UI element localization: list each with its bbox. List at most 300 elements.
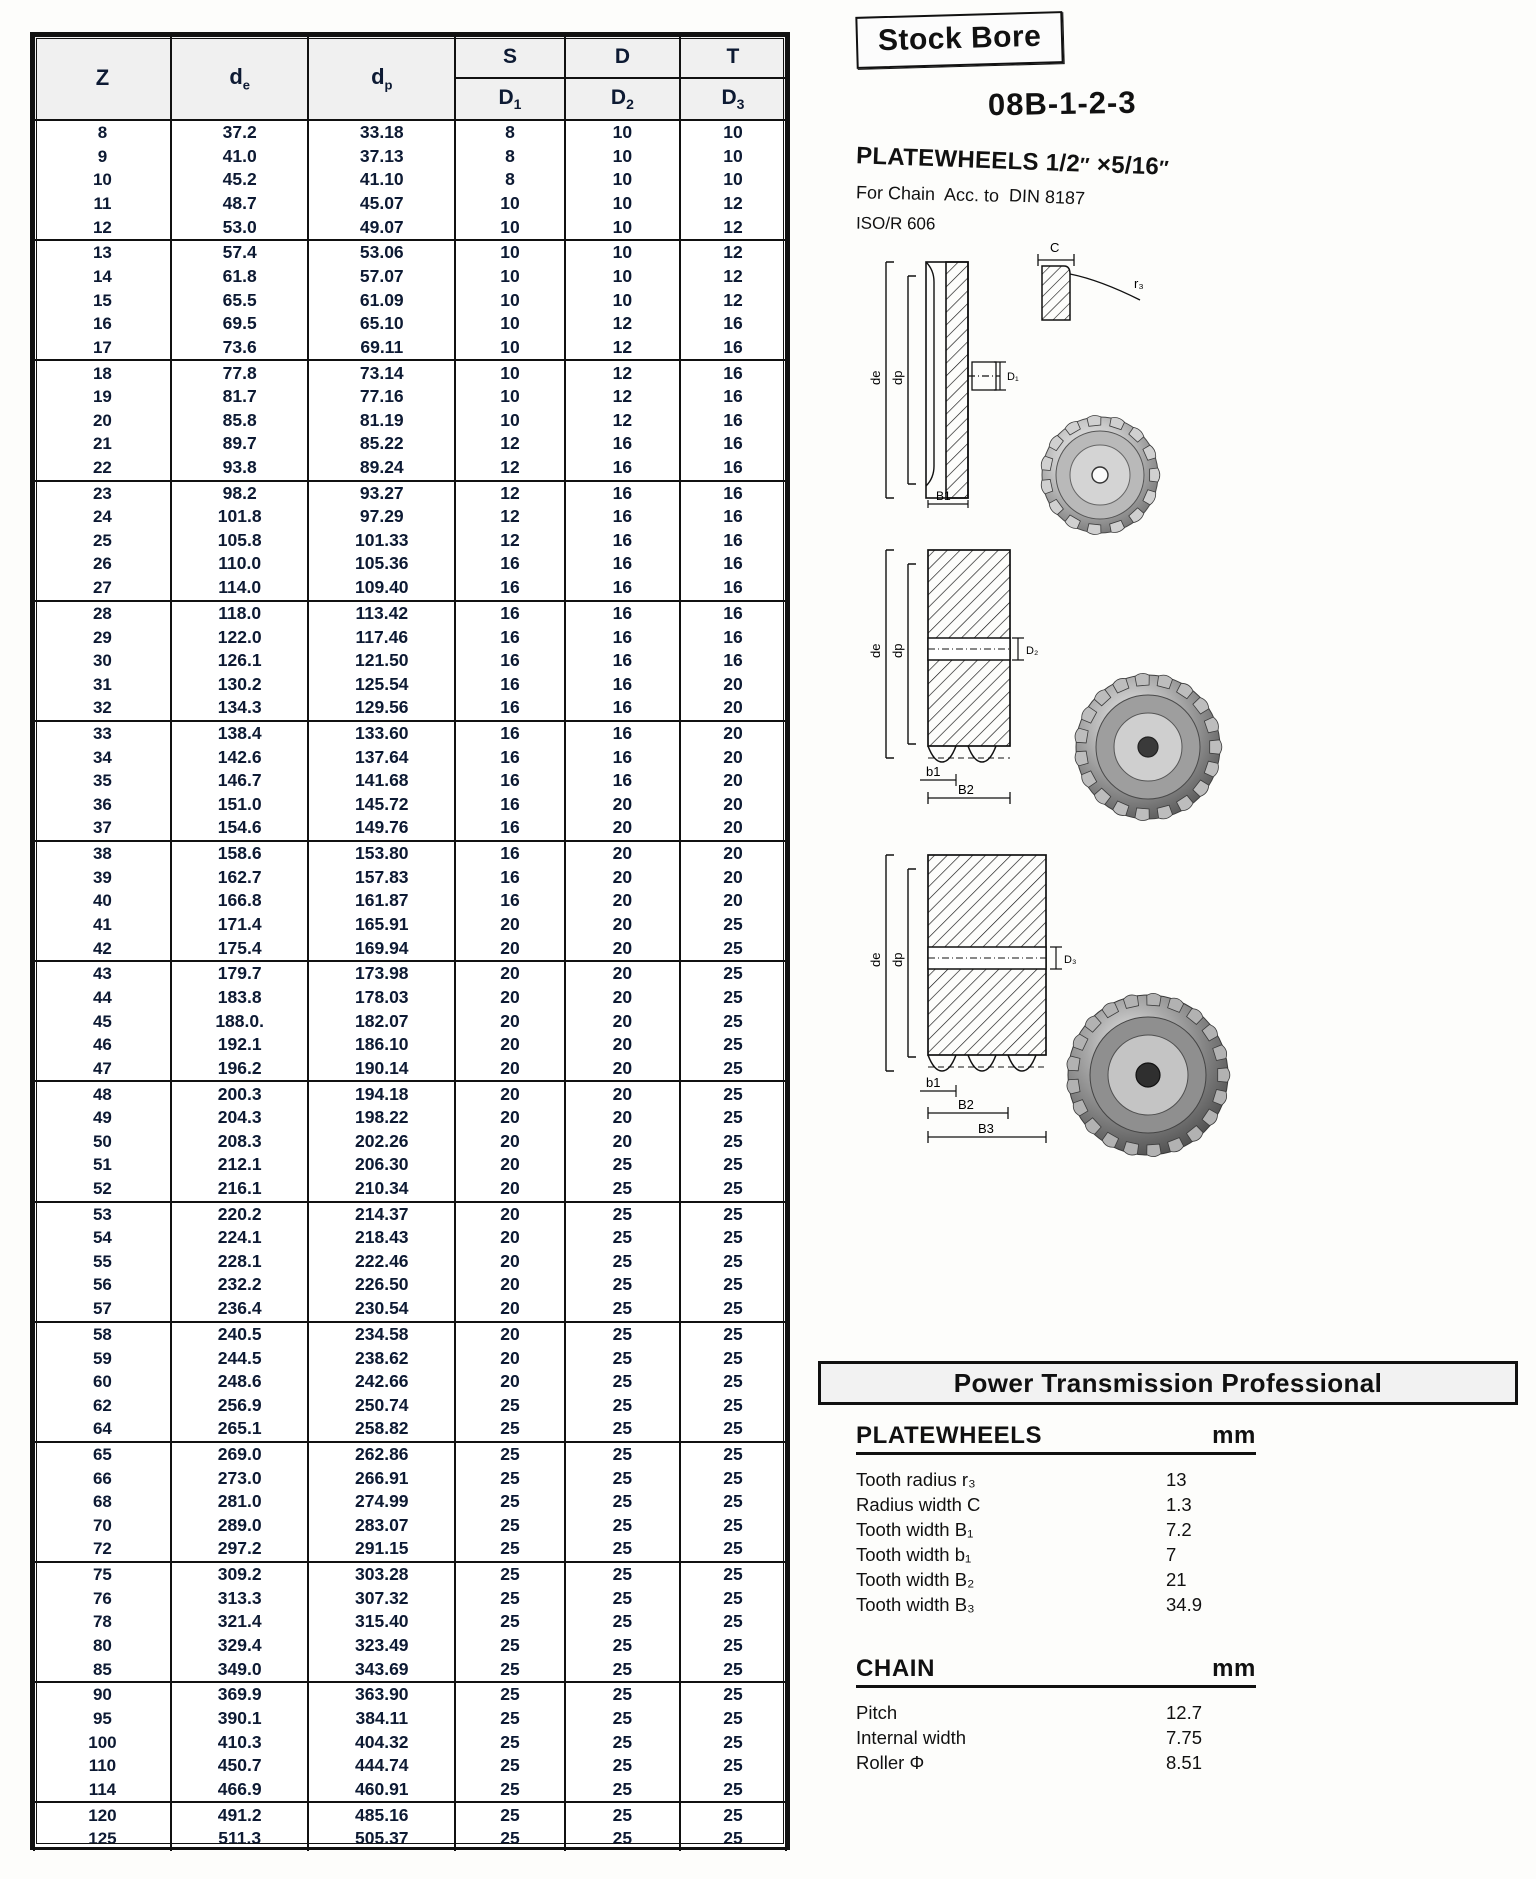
- platewheels-spec-value: 13: [1166, 1469, 1187, 1490]
- table-cell: 313.3: [171, 1587, 309, 1611]
- table-cell: 25: [455, 1490, 565, 1514]
- table-cell: 44: [34, 986, 171, 1010]
- table-cell: 16: [455, 673, 565, 697]
- table-cell: 72: [34, 1537, 171, 1562]
- table-cell: 16: [565, 576, 680, 601]
- table-cell: 25: [680, 1657, 786, 1682]
- table-cell: 20: [455, 1202, 565, 1227]
- table-cell: 20: [455, 1346, 565, 1370]
- platewheels-spec-label: Tooth width B₂: [856, 1569, 975, 1590]
- table-cell: 126.1: [171, 649, 309, 673]
- table-cell: 61.09: [308, 288, 455, 312]
- table-cell: 85.8: [171, 409, 309, 433]
- table-cell: 20: [455, 1081, 565, 1106]
- table-row: [34, 1081, 786, 1106]
- label-dp-3: dp: [890, 952, 905, 967]
- table-row: [34, 1682, 786, 1707]
- table-cell: 10: [565, 120, 680, 145]
- table-cell: 12: [680, 192, 786, 216]
- table-cell: 46: [34, 1033, 171, 1057]
- table-cell: 25: [680, 1370, 786, 1394]
- table-cell: 25: [680, 1514, 786, 1538]
- table-cell: 10: [680, 168, 786, 192]
- table-cell: 10: [455, 312, 565, 336]
- table-cell: 53: [34, 1202, 171, 1227]
- table-cell: 309.2: [171, 1562, 309, 1587]
- table-cell: 16: [455, 601, 565, 626]
- table-cell: 69.5: [171, 312, 309, 336]
- dimension-table: [30, 32, 790, 1850]
- table-row: [34, 625, 786, 649]
- table-cell: 183.8: [171, 986, 309, 1010]
- table-cell: 25: [565, 1802, 680, 1827]
- table-cell: 110: [34, 1754, 171, 1778]
- table-row: [34, 1130, 786, 1154]
- table-cell: 55: [34, 1250, 171, 1274]
- table-row: [34, 1610, 786, 1634]
- table-cell: 129.56: [308, 696, 455, 721]
- platewheels-spec-value: 7.2: [1166, 1519, 1192, 1540]
- table-cell: 505.37: [308, 1827, 455, 1851]
- table-cell: 20: [680, 721, 786, 746]
- chain-spec-label: Pitch: [856, 1702, 898, 1723]
- table-cell: 105.8: [171, 529, 309, 553]
- table-cell: 188.0.: [171, 1010, 309, 1034]
- table-cell: 20: [680, 816, 786, 841]
- table-cell: 25: [565, 1610, 680, 1634]
- table-cell: 8: [455, 120, 565, 145]
- table-cell: 25: [680, 1707, 786, 1731]
- table-cell: 262.86: [308, 1442, 455, 1467]
- table-cell: 25: [455, 1394, 565, 1418]
- table-row: [34, 505, 786, 529]
- table-cell: 25: [455, 1657, 565, 1682]
- table-cell: 25: [680, 1322, 786, 1347]
- table-cell: 73.6: [171, 336, 309, 361]
- table-cell: 20: [680, 841, 786, 866]
- chain-spec-label: Internal width: [856, 1727, 967, 1748]
- table-cell: 25: [565, 1370, 680, 1394]
- platewheels-spec-row: [856, 1517, 1256, 1542]
- table-row: [34, 673, 786, 697]
- table-row: [34, 336, 786, 361]
- table-cell: 16: [455, 576, 565, 601]
- table-header: [34, 36, 786, 120]
- table-cell: 25: [455, 1634, 565, 1658]
- table-cell: 120: [34, 1802, 171, 1827]
- chain-spec-value: 8.51: [1166, 1752, 1203, 1773]
- label-b1-low-3: b1: [926, 1075, 941, 1090]
- chain-spec-label: Roller Φ: [856, 1752, 925, 1773]
- platewheels-spec-label: Tooth width B₁: [856, 1519, 974, 1540]
- col-header-s: S: [455, 36, 565, 78]
- chain-spec-title: CHAIN: [856, 1655, 935, 1682]
- table-cell: 134.3: [171, 696, 309, 721]
- table-cell: 49.07: [308, 215, 455, 240]
- table-cell: 212.1: [171, 1153, 309, 1177]
- table-row: [34, 1657, 786, 1682]
- table-row: [34, 1634, 786, 1658]
- table-cell: 25: [680, 1802, 786, 1827]
- table-cell: 460.91: [308, 1778, 455, 1803]
- col-header-t: T: [680, 36, 786, 78]
- table-cell: 25: [680, 1394, 786, 1418]
- table-cell: 25: [34, 529, 171, 553]
- table-cell: 25: [680, 1226, 786, 1250]
- platewheels-spec-rows: [856, 1467, 1256, 1617]
- spec-table: [33, 35, 787, 1851]
- table-cell: 25: [565, 1707, 680, 1731]
- table-row: [34, 601, 786, 626]
- table-cell: 16: [565, 529, 680, 553]
- table-row: [34, 1297, 786, 1322]
- table-cell: 56: [34, 1273, 171, 1297]
- chain-spec-rows: [856, 1700, 1256, 1775]
- table-cell: 153.80: [308, 841, 455, 866]
- table-cell: 10: [455, 360, 565, 385]
- table-cell: 12: [680, 265, 786, 289]
- col-header-d3: $D_3$: [680, 78, 786, 120]
- table-cell: 12: [565, 385, 680, 409]
- platewheels-spec-unit: mm: [1212, 1422, 1256, 1449]
- table-row: [34, 961, 786, 986]
- table-cell: 54: [34, 1226, 171, 1250]
- label-d3: D₃: [1064, 954, 1077, 966]
- table-cell: 31: [34, 673, 171, 697]
- table-row: [34, 1417, 786, 1442]
- table-cell: 256.9: [171, 1394, 309, 1418]
- table-cell: 10: [34, 168, 171, 192]
- table-cell: 20: [565, 961, 680, 986]
- table-cell: 25: [680, 1057, 786, 1082]
- table-row: [34, 841, 786, 866]
- table-cell: 20: [680, 793, 786, 817]
- table-cell: 466.9: [171, 1778, 309, 1803]
- table-cell: 242.66: [308, 1370, 455, 1394]
- table-cell: 12: [455, 529, 565, 553]
- table-cell: 25: [680, 1610, 786, 1634]
- table-cell: 52: [34, 1177, 171, 1202]
- table-cell: 51: [34, 1153, 171, 1177]
- table-row: [34, 1731, 786, 1755]
- table-row: [34, 1033, 786, 1057]
- col-header-d2: $D_2$: [565, 78, 680, 120]
- table-cell: 12: [565, 409, 680, 433]
- table-row: [34, 1370, 786, 1394]
- platewheels-spec-value: 34.9: [1166, 1594, 1203, 1615]
- table-cell: 404.32: [308, 1731, 455, 1755]
- table-cell: 64: [34, 1417, 171, 1442]
- table-cell: 230.54: [308, 1297, 455, 1322]
- table-cell: 113.42: [308, 601, 455, 626]
- table-cell: 171.4: [171, 913, 309, 937]
- table-cell: 142.6: [171, 746, 309, 770]
- table-row: [34, 215, 786, 240]
- table-cell: 20: [455, 936, 565, 961]
- table-cell: 25: [565, 1273, 680, 1297]
- table-row: [34, 240, 786, 265]
- table-cell: 20: [565, 1130, 680, 1154]
- table-cell: 49: [34, 1106, 171, 1130]
- table-cell: 20: [455, 1153, 565, 1177]
- table-cell: 81.7: [171, 385, 309, 409]
- table-cell: 43: [34, 961, 171, 986]
- table-cell: 10: [565, 168, 680, 192]
- table-body: [34, 120, 786, 1851]
- table-cell: 20: [455, 1106, 565, 1130]
- table-cell: 12: [680, 240, 786, 265]
- table-cell: 25: [565, 1827, 680, 1851]
- table-row: [34, 1587, 786, 1611]
- table-row: [34, 1010, 786, 1034]
- table-cell: 17: [34, 336, 171, 361]
- table-cell: 20: [565, 841, 680, 866]
- table-cell: 208.3: [171, 1130, 309, 1154]
- table-cell: 25: [455, 1802, 565, 1827]
- table-cell: 20: [455, 1322, 565, 1347]
- table-cell: 58: [34, 1322, 171, 1347]
- table-cell: 45.2: [171, 168, 309, 192]
- table-cell: 25: [565, 1442, 680, 1467]
- table-cell: 274.99: [308, 1490, 455, 1514]
- chain-spec-row: [856, 1725, 1256, 1750]
- table-cell: 20: [565, 1033, 680, 1057]
- table-cell: 28: [34, 601, 171, 626]
- platewheels-spec-row: [856, 1492, 1256, 1517]
- table-cell: 12: [680, 215, 786, 240]
- table-row: [34, 1537, 786, 1562]
- table-cell: 16: [565, 456, 680, 481]
- duplex-sprocket-photo: [1058, 665, 1238, 830]
- table-cell: 70: [34, 1514, 171, 1538]
- table-cell: 16: [680, 312, 786, 336]
- table-cell: 33: [34, 721, 171, 746]
- table-cell: 12: [455, 505, 565, 529]
- table-cell: 202.26: [308, 1130, 455, 1154]
- table-cell: 248.6: [171, 1370, 309, 1394]
- table-row: [34, 529, 786, 553]
- table-cell: 175.4: [171, 936, 309, 961]
- table-cell: 101.33: [308, 529, 455, 553]
- table-row: [34, 1467, 786, 1491]
- table-cell: 36: [34, 793, 171, 817]
- table-cell: 179.7: [171, 961, 309, 986]
- table-cell: 10: [455, 192, 565, 216]
- table-row: [34, 1153, 786, 1177]
- table-cell: 16: [565, 552, 680, 576]
- platewheels-spec-header: [856, 1422, 1256, 1455]
- table-cell: 12: [680, 288, 786, 312]
- table-cell: 321.4: [171, 1610, 309, 1634]
- table-cell: 48.7: [171, 192, 309, 216]
- table-cell: 20: [455, 1226, 565, 1250]
- table-cell: 25: [455, 1537, 565, 1562]
- table-cell: 10: [455, 385, 565, 409]
- table-cell: 41.0: [171, 145, 309, 169]
- label-c: C: [1050, 240, 1060, 255]
- table-cell: 329.4: [171, 1634, 309, 1658]
- table-cell: 90: [34, 1682, 171, 1707]
- table-cell: 23: [34, 481, 171, 506]
- table-cell: 60: [34, 1370, 171, 1394]
- table-cell: 26: [34, 552, 171, 576]
- table-row: [34, 1177, 786, 1202]
- simplex-sprocket-photo: [1013, 405, 1188, 545]
- table-cell: 10: [565, 215, 680, 240]
- table-cell: 125: [34, 1827, 171, 1851]
- table-cell: 273.0: [171, 1467, 309, 1491]
- table-cell: 511.3: [171, 1827, 309, 1851]
- table-cell: 390.1: [171, 1707, 309, 1731]
- product-title: PLATEWHEELS 1/2″ ×5/16″: [855, 142, 1170, 181]
- table-cell: 65: [34, 1442, 171, 1467]
- table-cell: 25: [455, 1731, 565, 1755]
- table-cell: 61.8: [171, 265, 309, 289]
- table-row: [34, 1057, 786, 1082]
- table-cell: 222.46: [308, 1250, 455, 1274]
- table-cell: 15: [34, 288, 171, 312]
- table-cell: 16: [680, 552, 786, 576]
- table-cell: 226.50: [308, 1273, 455, 1297]
- table-row: [34, 793, 786, 817]
- table-cell: 25: [565, 1634, 680, 1658]
- table-row: [34, 1707, 786, 1731]
- label-dp-1: dp: [890, 370, 905, 385]
- table-cell: 25: [680, 1562, 786, 1587]
- table-cell: 234.58: [308, 1322, 455, 1347]
- table-cell: 10: [680, 120, 786, 145]
- table-cell: 77.8: [171, 360, 309, 385]
- table-row: [34, 552, 786, 576]
- table-row: [34, 1442, 786, 1467]
- table-row: [34, 312, 786, 336]
- table-row: [34, 481, 786, 506]
- table-cell: 25: [565, 1537, 680, 1562]
- table-cell: 25: [680, 1442, 786, 1467]
- platewheels-spec-value: 1.3: [1166, 1494, 1192, 1515]
- table-cell: 269.0: [171, 1442, 309, 1467]
- table-cell: 16: [680, 505, 786, 529]
- table-cell: 450.7: [171, 1754, 309, 1778]
- table-cell: 20: [565, 913, 680, 937]
- table-row: [34, 913, 786, 937]
- table-cell: 25: [455, 1610, 565, 1634]
- table-cell: 20: [565, 1010, 680, 1034]
- table-cell: 224.1: [171, 1226, 309, 1250]
- table-cell: 25: [680, 1010, 786, 1034]
- table-cell: 25: [565, 1202, 680, 1227]
- table-cell: 20: [680, 769, 786, 793]
- table-cell: 25: [455, 1442, 565, 1467]
- table-cell: 89.7: [171, 432, 309, 456]
- table-cell: 109.40: [308, 576, 455, 601]
- table-cell: 491.2: [171, 1802, 309, 1827]
- right-panel: [808, 0, 1536, 1879]
- table-cell: 30: [34, 649, 171, 673]
- table-cell: 25: [680, 1033, 786, 1057]
- platewheels-spec-label: Tooth width b₁: [856, 1544, 972, 1565]
- table-cell: 25: [455, 1562, 565, 1587]
- platewheels-spec-value: 21: [1166, 1569, 1187, 1590]
- label-d1: D₁: [1007, 371, 1019, 383]
- chain-spec-value: 7.75: [1166, 1727, 1203, 1748]
- table-cell: 265.1: [171, 1417, 309, 1442]
- table-cell: 363.90: [308, 1682, 455, 1707]
- table-cell: 250.74: [308, 1394, 455, 1418]
- table-cell: 244.5: [171, 1346, 309, 1370]
- table-cell: 69.11: [308, 336, 455, 361]
- table-cell: 25: [680, 1346, 786, 1370]
- table-row: [34, 649, 786, 673]
- table-cell: 444.74: [308, 1754, 455, 1778]
- table-cell: 81.19: [308, 409, 455, 433]
- label-b1-low-2: b1: [926, 764, 941, 779]
- table-cell: 161.87: [308, 889, 455, 913]
- table-cell: 25: [455, 1827, 565, 1851]
- table-cell: 25: [455, 1754, 565, 1778]
- table-cell: 315.40: [308, 1610, 455, 1634]
- table-cell: 37.2: [171, 120, 309, 145]
- table-row: [34, 1394, 786, 1418]
- table-cell: 25: [680, 1754, 786, 1778]
- table-cell: 25: [565, 1322, 680, 1347]
- table-cell: 12: [455, 456, 565, 481]
- table-cell: 98.2: [171, 481, 309, 506]
- label-b1-cap: B1: [936, 489, 951, 503]
- platewheels-spec-label: Tooth width B₃: [856, 1594, 975, 1615]
- table-cell: 50: [34, 1130, 171, 1154]
- table-row: [34, 265, 786, 289]
- table-cell: 236.4: [171, 1297, 309, 1322]
- label-b3: B3: [978, 1121, 994, 1136]
- table-cell: 25: [565, 1587, 680, 1611]
- table-cell: 21: [34, 432, 171, 456]
- table-cell: 20: [455, 1250, 565, 1274]
- table-row: [34, 1514, 786, 1538]
- table-cell: 16: [455, 841, 565, 866]
- table-cell: 25: [455, 1778, 565, 1803]
- table-cell: 186.10: [308, 1033, 455, 1057]
- table-cell: 8: [455, 145, 565, 169]
- table-cell: 138.4: [171, 721, 309, 746]
- table-cell: 27: [34, 576, 171, 601]
- table-cell: 122.0: [171, 625, 309, 649]
- table-cell: 20: [455, 1370, 565, 1394]
- table-cell: 220.2: [171, 1202, 309, 1227]
- table-row: [34, 1322, 786, 1347]
- table-cell: 238.62: [308, 1346, 455, 1370]
- table-cell: 16: [565, 649, 680, 673]
- table-cell: 12: [455, 432, 565, 456]
- table-row: [34, 385, 786, 409]
- platewheels-spec-list: [856, 1422, 1516, 1617]
- table-cell: 266.91: [308, 1467, 455, 1491]
- table-cell: 65.5: [171, 288, 309, 312]
- table-cell: 114.0: [171, 576, 309, 601]
- table-cell: 10: [455, 409, 565, 433]
- table-cell: 11: [34, 192, 171, 216]
- platewheels-spec-title: PLATEWHEELS: [856, 1422, 1043, 1449]
- table-cell: 25: [565, 1177, 680, 1202]
- table-cell: 25: [680, 1202, 786, 1227]
- platewheels-spec-row: [856, 1567, 1256, 1592]
- table-cell: 68: [34, 1490, 171, 1514]
- platewheels-spec-label: Tooth radius r₃: [856, 1469, 976, 1490]
- triplex-sprocket-photo: [1053, 985, 1243, 1165]
- table-cell: 20: [680, 696, 786, 721]
- table-cell: 57.4: [171, 240, 309, 265]
- table-cell: 20: [565, 936, 680, 961]
